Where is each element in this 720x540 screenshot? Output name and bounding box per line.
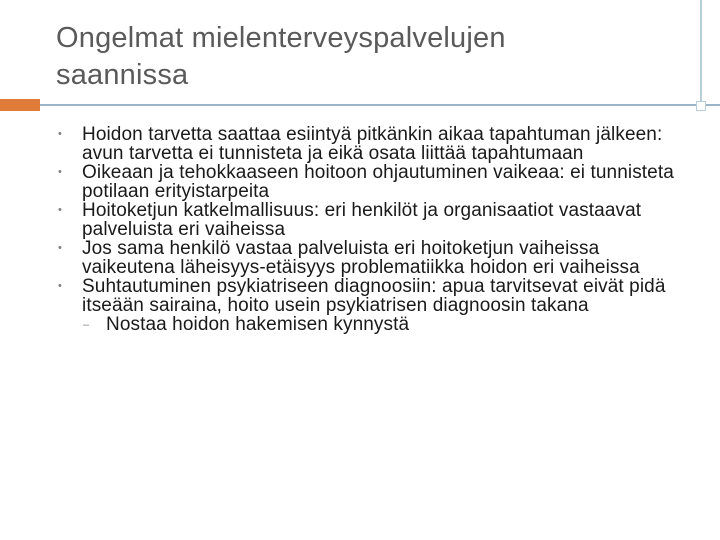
bullet-text: Hoidon tarvetta saattaa esiintyä pitkänkin aikaa tapahtuman jälkeen: avun tarvetta ei tunnisteta ja eikä osata liittää tapahtumaan — [82, 124, 663, 164]
sub-bullet-item — [56, 315, 696, 334]
bullet-text: Jos sama henkilö vastaa palveluista eri hoitoketjun vaiheissa vaikeutena läheisyys-etäisyys problematiikka hoidon eri vaiheissa — [82, 238, 640, 278]
accent-vertical-line — [700, 0, 702, 106]
bullet-item — [56, 239, 696, 277]
slide-title: Ongelmat mielenterveyspalvelujen saannissa — [56, 22, 506, 91]
bullet-text: Oikeaan ja tehokkaaseen hoitoon ohjautuminen vaikeaa: ei tunnisteta potilaan erityistarpeita — [82, 162, 674, 202]
sub-bullet-text: Nostaa hoidon hakemisen kynnystä — [106, 314, 410, 335]
bullet-marker: • — [58, 128, 62, 140]
bullet-text: Hoitoketjun katkelmallisuus: eri henkilöt ja organisaatiot vastaavat palveluista eri vaiheissa — [82, 200, 642, 240]
bullet-marker: • — [58, 280, 62, 292]
accent-divider-line — [40, 104, 720, 106]
bullet-list — [56, 125, 696, 334]
sub-bullet-marker: – — [83, 319, 90, 331]
bullet-marker: • — [58, 204, 62, 216]
bullet-marker: • — [58, 242, 62, 254]
accent-orange-bar — [0, 99, 40, 111]
bullet-text: Suhtautuminen psykiatriseen diagnoosiin: apua tarvitsevat eivät pidä itseään sairaina, hoito usein psykiatrisen diagnoosin takana — [82, 276, 666, 316]
bullet-marker: • — [58, 166, 62, 178]
bullet-item — [56, 125, 696, 163]
accent-square — [696, 101, 706, 111]
bullet-item — [56, 277, 696, 315]
bullet-item — [56, 201, 696, 239]
bullet-item — [56, 163, 696, 201]
